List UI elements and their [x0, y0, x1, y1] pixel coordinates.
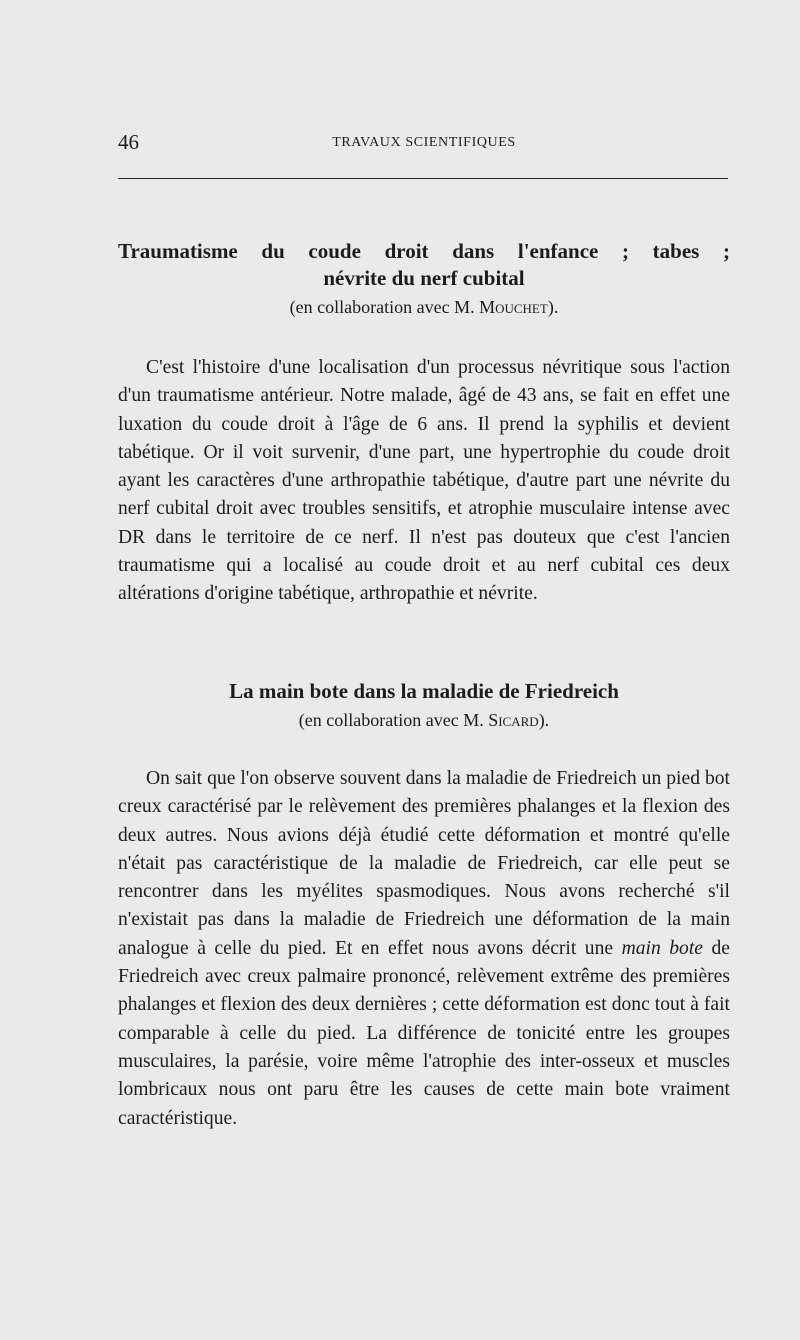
section-paragraph — [118, 765, 730, 1133]
section-traumatisme — [118, 238, 730, 628]
page-number: 46 — [118, 130, 139, 154]
paragraph-text-part2: de Friedreich avec creux palmaire prononcé, relèvement extrême des premières phalanges et flexion des deux dernières ; cette déformation est donc tout à fait comparable à celle du pied. La différence de tonicité entre les groupes musculaires, la parésie, voire même l'atrophie des inter-osseux et muscles lombricaux nous ont paru être les causes de cette main bote vraiment caractéristique. — [118, 937, 730, 1129]
paragraph-emphasis: main bote — [621, 937, 703, 959]
paragraph-text-part1: On sait que l'on observe souvent dans la maladie de Friedreich un pied bot creux caractérisé par le relèvement des premières phalanges et la flexion des deux autres. Nous avions déjà étudié cette déformation et montré qu'elle n'était pas caractéristique de la maladie de Friedreich, car elle peut se rencontrer dans les myélites spasmodiques. Nous avons recherché s'il n'existait pas dans la maladie de Friedreich une déformation de la main analogue à celle du pied. Et en effet nous avons décrit une — [118, 768, 730, 959]
collaborator-name: Mouchet — [479, 297, 548, 317]
collaboration-note — [118, 294, 730, 320]
collab-suffix: ). — [538, 710, 550, 730]
collab-prefix: (en collaboration avec M. — [298, 710, 489, 730]
header-rule — [118, 178, 728, 179]
page-header — [118, 130, 730, 160]
section-main-bote — [118, 678, 730, 1152]
collaborator-name: Sicard — [488, 710, 539, 730]
section-title-line2: névrite du nerf cubital — [323, 266, 525, 290]
running-head: TRAVAUX SCIENTIFIQUES — [332, 135, 516, 150]
collab-suffix: ). — [547, 297, 559, 317]
collab-prefix: (en collaboration avec M. — [289, 297, 480, 317]
collaboration-note — [118, 707, 730, 733]
section-title: La main bote dans la maladie de Friedreich — [229, 679, 619, 703]
section-title-line1: Traumatisme du coude droit dans l'enfance ; tabes ; — [118, 239, 730, 263]
section-paragraph: C'est l'histoire d'une localisation d'un processus névritique sous l'action d'un traumatisme antérieur. Notre malade, âgé de 43 ans, se fait en effet une luxation du coude droit à l'âge de 6 ans. Il prend la syphilis et devient tabétique. Or il voit survenir, d'une part, une hypertrophie du coude droit ayant les caractères d'une arthropathie tabétique, d'autre part une névrite du nerf cubital droit avec troubles sensitifs, et atrophie musculaire intense avec DR dans le territoire de ce nerf. Il n'est pas douteux que c'est l'ancien traumatisme qui a localisé au coude droit et au nerf cubital ces deux altérations d'origine tabétique, arthropathie et névrite. — [118, 357, 730, 605]
